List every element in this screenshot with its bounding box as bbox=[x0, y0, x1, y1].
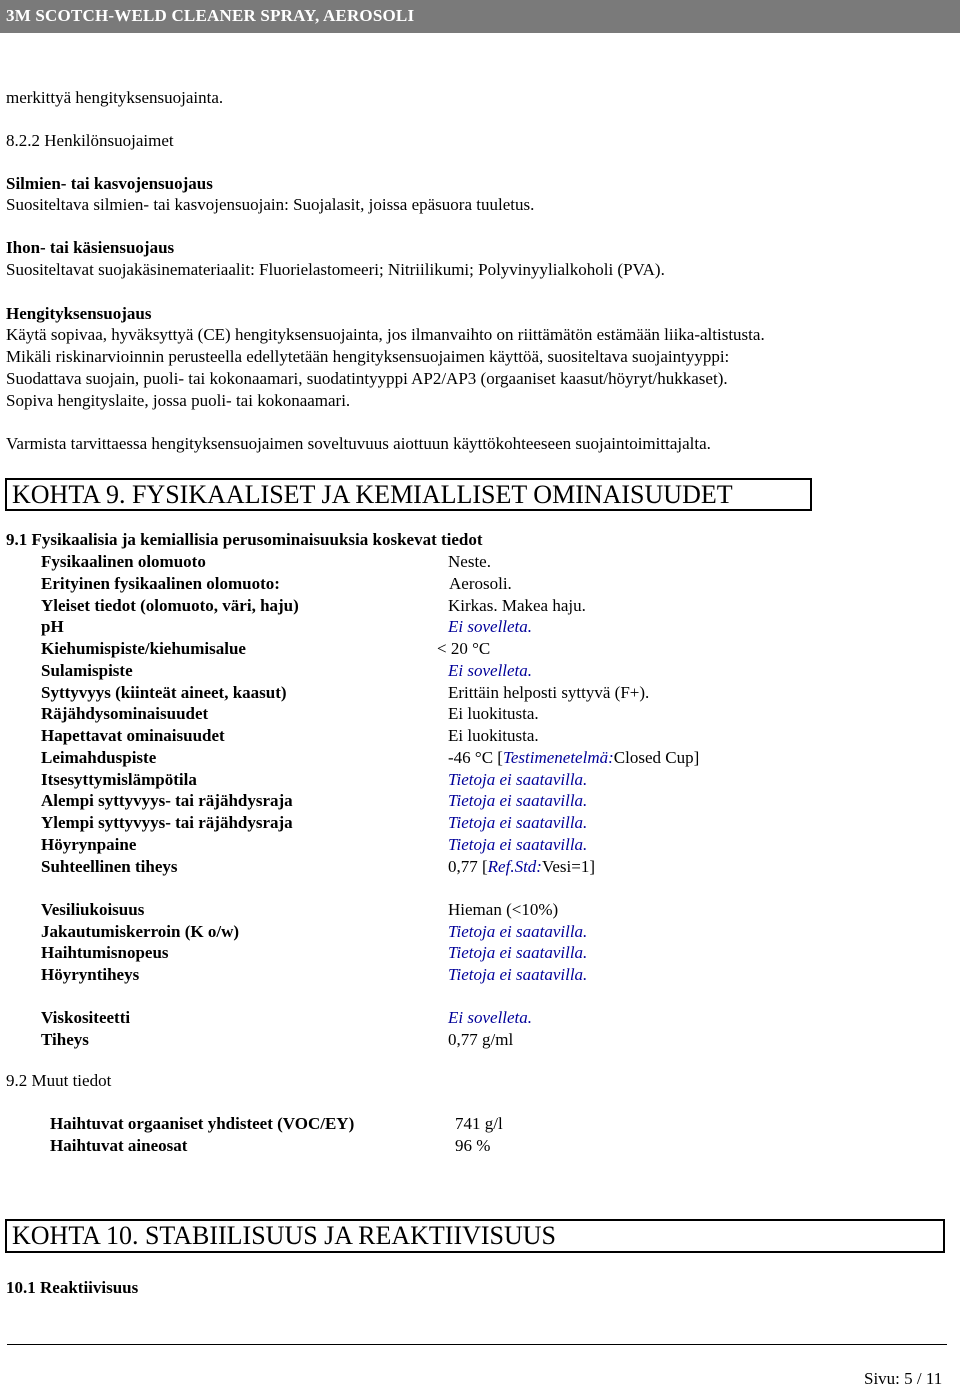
property-value: Kirkas. Makea haju. bbox=[448, 596, 586, 615]
property-value: Erittäin helposti syttyvä (F+). bbox=[448, 683, 650, 702]
property-label: Yleiset tiedot (olomuoto, väri, haju) bbox=[41, 596, 299, 615]
property-value: -46 °C [Testimenetelmä:Closed Cup] bbox=[448, 748, 700, 767]
other-info-row bbox=[50, 1114, 930, 1136]
property-row bbox=[41, 813, 921, 835]
respiratory-line-4: Sopiva hengityslaite, jossa puoli- tai kokonaamari. bbox=[6, 391, 351, 410]
section-9-1-heading: 9.1 Fysikaalisia ja kemiallisia perusominaisuuksia koskevat tiedot bbox=[6, 530, 483, 549]
property-row bbox=[41, 1008, 921, 1030]
property-row bbox=[41, 704, 921, 726]
other-info-row bbox=[50, 1136, 930, 1158]
property-row bbox=[41, 857, 921, 879]
section-9-2-heading: 9.2 Muut tiedot bbox=[6, 1071, 112, 1090]
property-label: Höyrynpaine bbox=[41, 835, 137, 854]
property-row bbox=[41, 791, 921, 813]
property-value: Neste. bbox=[448, 552, 491, 571]
section-9-title: KOHTA 9. FYSIKAALISET JA KEMIALLISET OMINAISUUDET bbox=[5, 478, 812, 511]
property-value: Ei sovelleta. bbox=[448, 617, 533, 636]
verify-text: Varmista tarvittaessa hengityksensuojaimen soveltuvuus aiottuun käyttökohteeseen suojaintoimittajalta. bbox=[6, 434, 711, 453]
property-value: Ei sovelleta. bbox=[448, 661, 533, 680]
property-value: Aerosoli. bbox=[449, 574, 512, 593]
property-label: Alempi syttyvyys- tai räjähdysraja bbox=[41, 791, 293, 810]
property-value: Tietoja ei saatavilla. bbox=[448, 770, 588, 789]
other-info-label: Haihtuvat aineosat bbox=[50, 1136, 188, 1155]
property-label: Jakautumiskerroin (K o/w) bbox=[41, 922, 240, 941]
eye-protection-text: Suositeltava silmien- tai kasvojensuojain: Suojalasit, joissa epäsuora tuuletus. bbox=[6, 195, 535, 214]
property-row bbox=[41, 943, 921, 965]
property-row bbox=[41, 661, 921, 683]
footer-divider bbox=[7, 1344, 947, 1345]
page-number: Sivu: 5 / 11 bbox=[864, 1369, 943, 1388]
skin-protection-heading: Ihon- tai käsiensuojaus bbox=[6, 238, 175, 257]
property-label: Itsesyttymislämpötila bbox=[41, 770, 197, 789]
property-row bbox=[41, 552, 921, 574]
property-row bbox=[41, 965, 921, 987]
property-label: Tiheys bbox=[41, 1030, 89, 1049]
property-value: Tietoja ei saatavilla. bbox=[448, 922, 588, 941]
property-value: Ei luokitusta. bbox=[448, 726, 539, 745]
property-row bbox=[41, 922, 921, 944]
property-label: Viskositeetti bbox=[41, 1008, 131, 1027]
respiratory-protection-heading: Hengityksensuojaus bbox=[6, 304, 152, 323]
property-value: Ei luokitusta. bbox=[448, 704, 539, 723]
property-row bbox=[41, 574, 921, 596]
property-row bbox=[41, 900, 921, 922]
property-label: pH bbox=[41, 617, 64, 636]
respiratory-line-3: Suodattava suojain, puoli- tai kokonaamari, suodatintyyppi AP2/AP3 (orgaaniset kaasut/höyryt/hukkaset). bbox=[6, 369, 728, 388]
property-label: Vesiliukoisuus bbox=[41, 900, 145, 919]
property-value: Tietoja ei saatavilla. bbox=[448, 835, 588, 854]
property-row bbox=[41, 770, 921, 792]
property-row bbox=[41, 617, 921, 639]
property-label: Hapettavat ominaisuudet bbox=[41, 726, 225, 745]
property-row bbox=[41, 748, 921, 770]
document-title: 3M SCOTCH-WELD CLEANER SPRAY, AEROSOLI bbox=[6, 6, 415, 25]
property-value: Ei sovelleta. bbox=[448, 1008, 533, 1027]
property-value: < 20 °C bbox=[437, 639, 491, 658]
property-label: Sulamispiste bbox=[41, 661, 133, 680]
property-value: 0,77 [Ref.Std:Vesi=1] bbox=[448, 857, 595, 876]
respiratory-line-1: Käytä sopivaa, hyväksyttyä (CE) hengityksensuojainta, jos ilmanvaihto on riittämätön estämään liika-altistusta. bbox=[6, 325, 765, 344]
eye-protection-heading: Silmien- tai kasvojensuojaus bbox=[6, 174, 213, 193]
section-10-1-heading: 10.1 Reaktiivisuus bbox=[6, 1278, 139, 1297]
property-row bbox=[41, 835, 921, 857]
property-row bbox=[41, 726, 921, 748]
property-label: Höyryntiheys bbox=[41, 965, 140, 984]
property-row bbox=[41, 683, 921, 705]
property-value: Tietoja ei saatavilla. bbox=[448, 813, 588, 832]
property-row bbox=[41, 1030, 921, 1052]
property-label: Suhteellinen tiheys bbox=[41, 857, 178, 876]
respiratory-line-2: Mikäli riskinarvioinnin perusteella edellytetään hengityksensuojaimen käyttöä, suositeltava suojaintyyppi: bbox=[6, 347, 730, 366]
property-value: Tietoja ei saatavilla. bbox=[448, 965, 588, 984]
property-value: Tietoja ei saatavilla. bbox=[448, 943, 588, 962]
skin-protection-text: Suositeltavat suojakäsinemateriaalit: Fluorielastomeeri; Nitriilikumi; Polyvinyylialkoholi (PVA). bbox=[6, 260, 665, 279]
property-label: Kiehumispiste/kiehumisalue bbox=[41, 639, 246, 658]
property-label: Räjähdysominaisuudet bbox=[41, 704, 209, 723]
property-label: Haihtumisnopeus bbox=[41, 943, 169, 962]
property-label: Fysikaalinen olomuoto bbox=[41, 552, 206, 571]
other-info-label: Haihtuvat orgaaniset yhdisteet (VOC/EY) bbox=[50, 1114, 355, 1133]
other-info-value: 741 g/l bbox=[455, 1114, 503, 1133]
intro-line: merkittyä hengityksensuojainta. bbox=[6, 88, 224, 107]
property-value: 0,77 g/ml bbox=[448, 1030, 514, 1049]
property-value: Hieman (<10%) bbox=[448, 900, 559, 919]
property-row bbox=[41, 596, 921, 618]
section-10-title: KOHTA 10. STABIILISUUS JA REAKTIIVISUUS bbox=[5, 1219, 945, 1253]
property-value: Tietoja ei saatavilla. bbox=[448, 791, 588, 810]
property-label: Ylempi syttyvyys- tai räjähdysraja bbox=[41, 813, 293, 832]
other-info-value: 96 % bbox=[455, 1136, 491, 1155]
property-label: Syttyvyys (kiinteät aineet, kaasut) bbox=[41, 683, 287, 702]
property-label: Erityinen fysikaalinen olomuoto: bbox=[41, 574, 280, 593]
section-8-2-heading: 8.2.2 Henkilönsuojaimet bbox=[6, 131, 174, 150]
property-row bbox=[41, 639, 921, 661]
property-label: Leimahduspiste bbox=[41, 748, 157, 767]
header-bar bbox=[0, 0, 960, 33]
